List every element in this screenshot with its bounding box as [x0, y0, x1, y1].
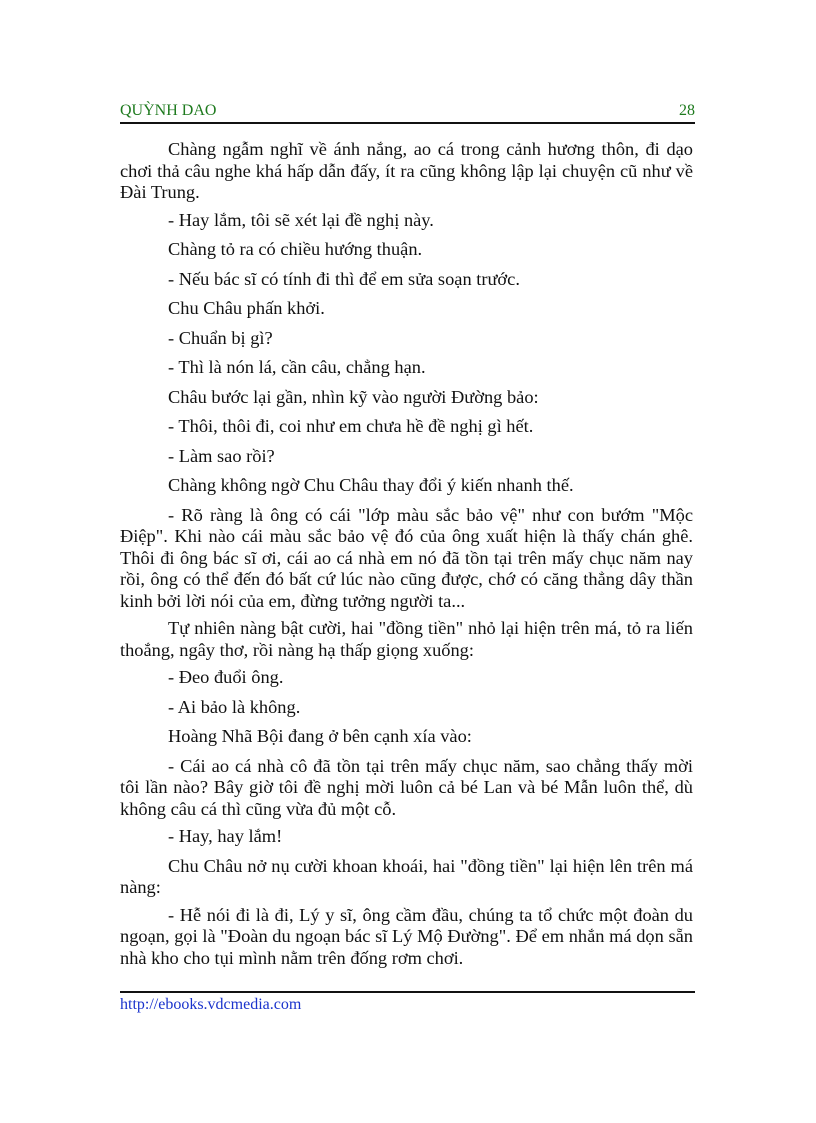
paragraph: Châu bước lại gần, nhìn kỹ vào người Đường bảo:	[168, 386, 539, 407]
paragraph: - Nếu bác sĩ có tính đi thì để em sửa soạn trước.	[168, 268, 520, 289]
paragraph: Chàng không ngờ Chu Châu thay đổi ý kiến nhanh thế.	[168, 475, 574, 495]
paragraph: Chàng ngẫm nghĩ về ánh nắng, ao cá trong cảnh hương thôn, đi dạo chơi thả câu nghe khá hấp dẫn đấy, ít ra cũng không lập lại chuyện cũ như về Đài Trung.	[120, 139, 693, 202]
paragraph: Chu Châu nở nụ cười khoan khoái, hai "đồng tiền" lại hiện lên trên má nàng:	[120, 855, 693, 897]
paragraph: - Rõ ràng là ông có cái "lớp màu sắc bảo vệ" như con bướm "Mộc Điệp". Khi nào cái màu sắc bảo vệ đó của ông xuất hiện là thấy chán ghê. Thôi đi ông bác sĩ ơi, cái ao cá nhà em nó đã tồn tại trên mấy chục năm nay rồi, ông có thể đến đó bất cứ lúc nào cũng được, chớ có căng thẳng dây thần kinh bởi lời nói của em, đừng tưởng người ta...	[120, 504, 693, 611]
paragraph: - Hễ nói đi là đi, Lý y sĩ, ông cầm đầu, chúng ta tổ chức một đoàn du ngoạn, gọi là "Đoàn du ngoạn bác sĩ Lý Mộ Đường". Để em nhắn má dọn sẵn nhà kho cho tụi mình nằm trên đống rơm chơi.	[120, 904, 693, 968]
paragraph: - Hay, hay lắm!	[168, 826, 283, 846]
book-title: QUỲNH DAO	[120, 102, 217, 119]
paragraph: Tự nhiên nàng bật cười, hai "đồng tiền" nhỏ lại hiện trên má, tỏ ra liến thoắng, ngây thơ, rồi nàng hạ thấp giọng xuống:	[120, 618, 693, 660]
paragraph: - Làm sao rồi?	[168, 445, 275, 466]
paragraph: - Thì là nón lá, cần câu, chẳng hạn.	[168, 357, 426, 377]
page-number: 28	[679, 102, 695, 119]
footer-divider	[120, 991, 695, 993]
page-header	[120, 100, 695, 124]
footer-link[interactable]: http://ebooks.vdcmedia.com	[120, 996, 302, 1013]
paragraph: - Chuẩn bị gì?	[168, 327, 273, 348]
paragraph: - Ai bảo là không.	[168, 696, 301, 717]
paragraph: - Đeo đuổi ông.	[168, 667, 284, 687]
paragraph: Hoàng Nhã Bội đang ở bên cạnh xía vào:	[168, 726, 472, 746]
paragraph: - Thôi, thôi đi, coi như em chưa hề đề nghị gì hết.	[168, 416, 534, 436]
paragraph: Chu Châu phấn khởi.	[168, 298, 325, 318]
paragraph: - Hay lắm, tôi sẽ xét lại đề nghị này.	[168, 209, 434, 230]
page-body	[120, 139, 693, 975]
paragraph: - Cái ao cá nhà cô đã tồn tại trên mấy chục năm, sao chẳng thấy mời tôi lần nào? Bây giờ tôi đề nghị mời luôn cả bé Lan và bé Mẫn luôn thể, dù không câu cá thì cũng vừa đủ một cỗ.	[120, 755, 693, 819]
paragraph: Chàng tỏ ra có chiều hướng thuận.	[168, 239, 423, 259]
